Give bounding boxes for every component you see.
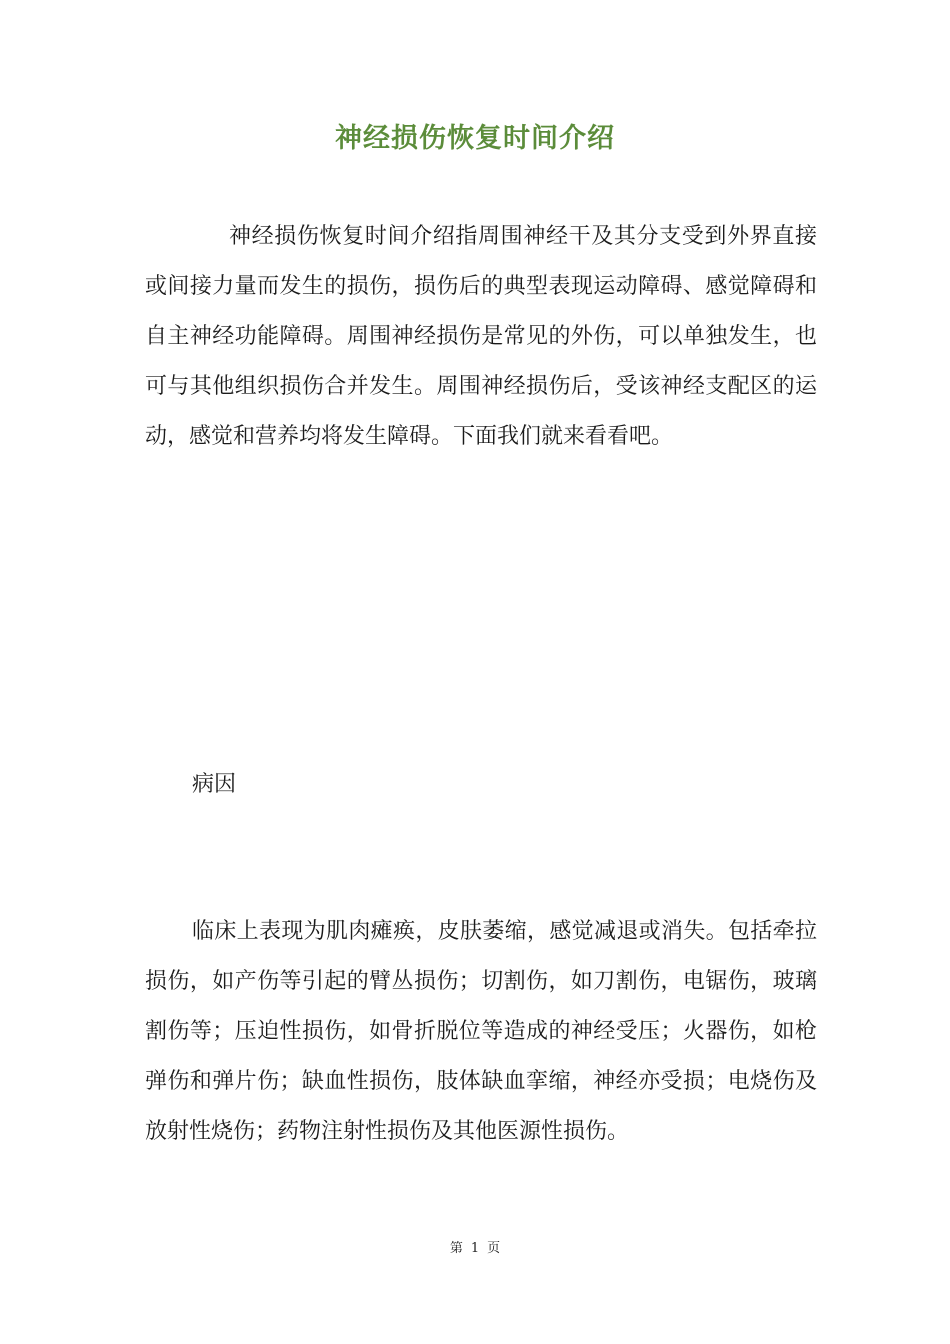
footer-suffix: 页	[487, 1241, 501, 1256]
document-title: 神经损伤恢复时间介绍	[335, 123, 615, 154]
page-footer	[0, 1237, 950, 1256]
footer-prefix: 第	[449, 1241, 463, 1256]
intro-paragraph: 神经损伤恢复时间介绍指周围神经干及其分支受到外界直接或间接力量而发生的损伤，损伤后的典型表现运动障碍、感觉障碍和自主神经功能障碍。周围神经损伤是常见的外伤，可以单独发生，也可与其他组织损伤合并发生。周围神经损伤后，受该神经支配区的运动，感觉和营养均将发生障碍。下面我们就来看看吧。	[145, 224, 817, 449]
page-number: 1	[470, 1241, 480, 1256]
section-paragraph: 临床上表现为肌肉瘫痪，皮肤萎缩，感觉减退或消失。包括牵拉损伤，如产伤等引起的臂丛损伤；切割伤，如刀割伤，电锯伤，玻璃割伤等；压迫性损伤，如骨折脱位等造成的神经受压；火器伤，如枪弹伤和弹片伤；缺血性损伤，肢体缺血挛缩，神经亦受损；电烧伤及放射性烧伤；药物注射性损伤及其他医源性损伤。	[145, 919, 817, 1144]
section-heading: 病因	[192, 772, 237, 797]
